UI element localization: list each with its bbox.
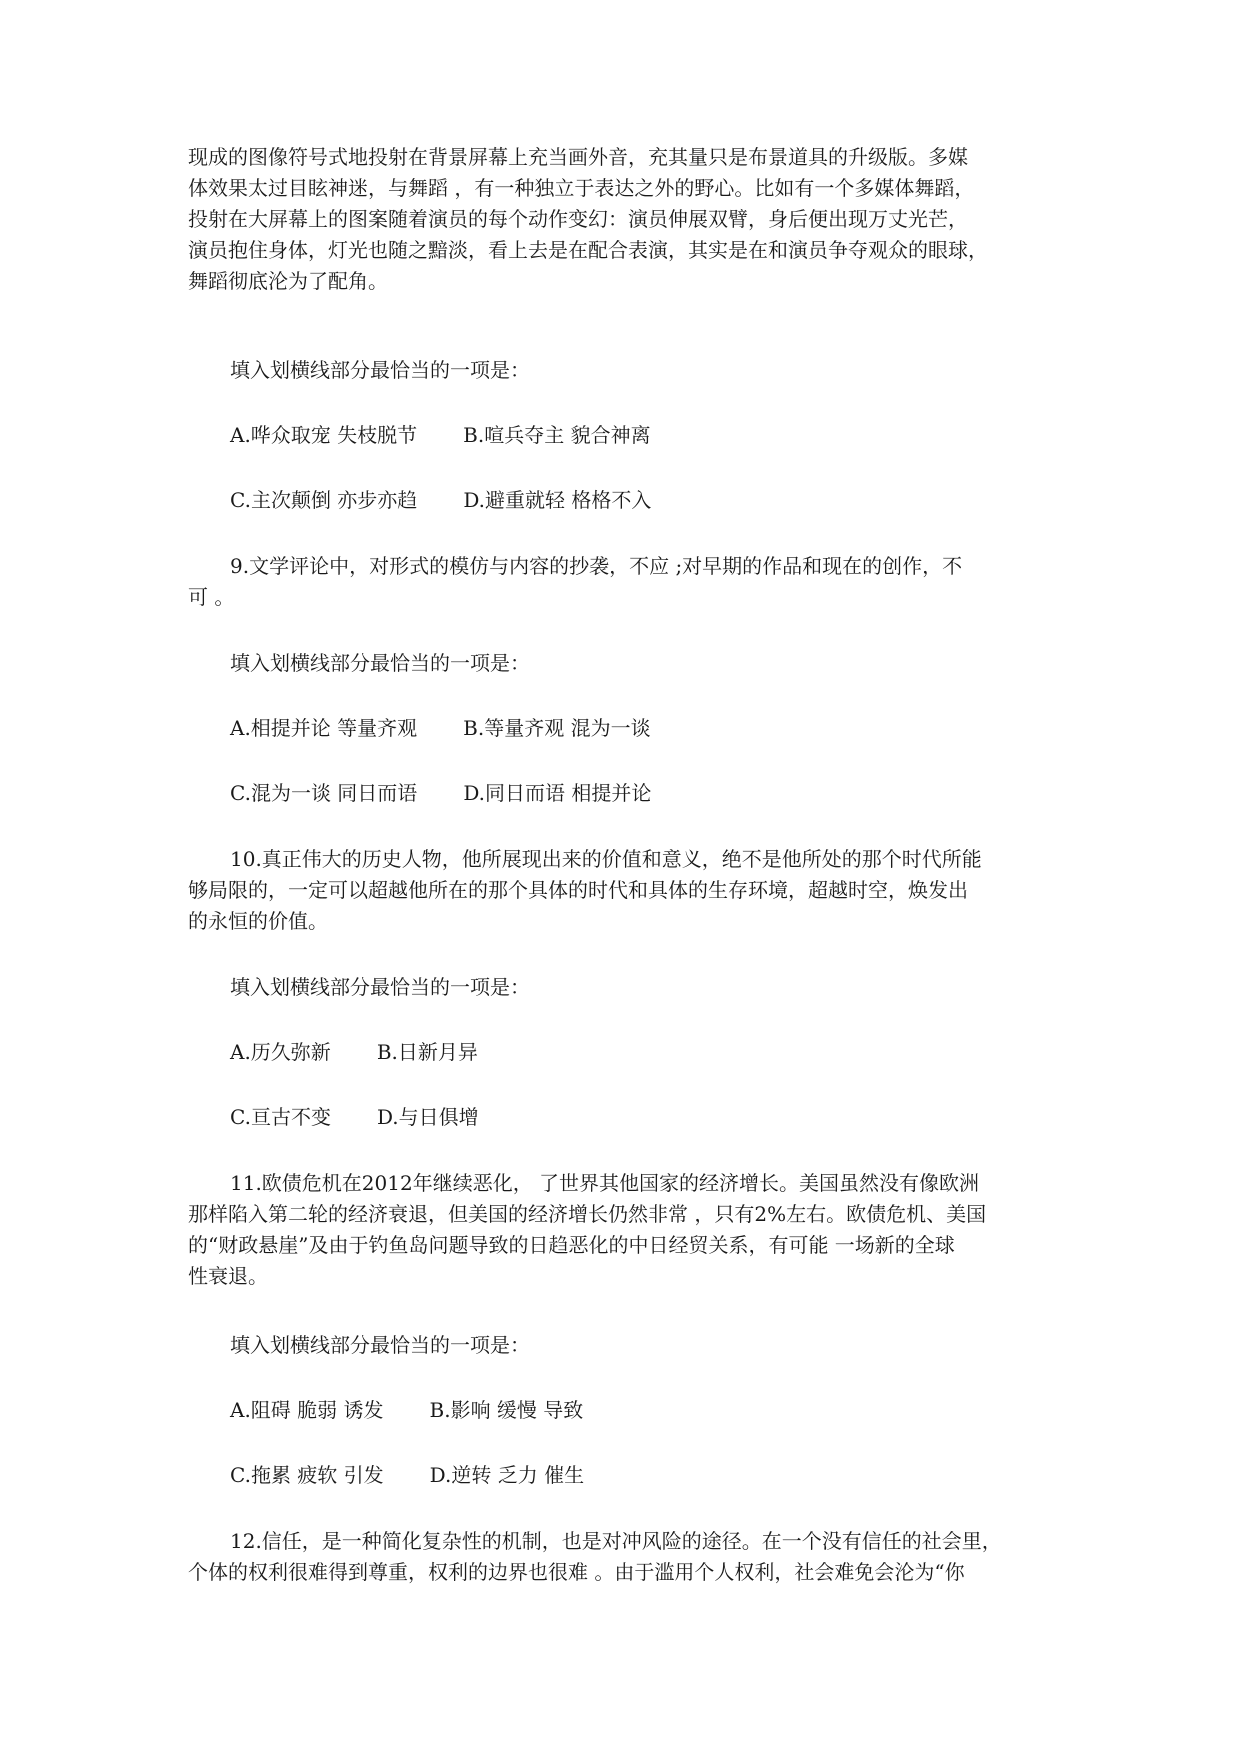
q8-options-row-2 — [230, 485, 651, 516]
q12-question — [188, 1526, 1068, 1588]
q8-option-c: C.主次颠倒 亦步亦趋 — [230, 488, 418, 512]
q10-line: 的永恒的价值。 — [188, 909, 328, 933]
q11-line: 11.欧债危机在2012年继续恶化， 了世界其他国家的经济增长。美国虽然没有像欧洲 — [230, 1171, 980, 1195]
q11-options-row-1 — [230, 1395, 583, 1426]
q9-option-b: B.等量齐观 混为一谈 — [463, 716, 651, 740]
q10-prompt: 填入划横线部分最恰当的一项是： — [230, 975, 530, 999]
q10-option-a: A.历久弥新 — [230, 1040, 331, 1064]
q12-line: 个体的权利很难得到尊重，权利的边界也很难 。由于滥用个人权利，社会难免会沦为“你 — [188, 1560, 965, 1584]
q11-option-c: C.拖累 疲软 引发 — [230, 1463, 384, 1487]
q10-question — [188, 844, 1068, 937]
q11-prompt: 填入划横线部分最恰当的一项是： — [230, 1333, 530, 1357]
intro-line: 演员抱住身体，灯光也随之黯淡，看上去是在配合表演，其实是在和演员争夺观众的眼球， — [188, 238, 988, 262]
q11-option-a: A.阻碍 脆弱 诱发 — [230, 1398, 384, 1422]
q9-option-a: A.相提并论 等量齐观 — [230, 716, 418, 740]
q11-line: 性衰退。 — [188, 1264, 268, 1288]
q8-prompt: 填入划横线部分最恰当的一项是： — [230, 358, 530, 382]
q8-option-a: A.哗众取宠 失枝脱节 — [230, 423, 418, 447]
q10-option-d: D.与日俱增 — [376, 1105, 479, 1129]
q10-option-c: C.亘古不变 — [230, 1105, 331, 1129]
intro-line: 舞蹈彻底沦为了配角。 — [188, 269, 388, 293]
q10-option-b: B.日新月异 — [376, 1040, 478, 1064]
q10-line: 10.真正伟大的历史人物，他所展现出来的价值和意义，绝不是他所处的那个时代所能 — [230, 847, 982, 871]
q10-options-row-2 — [230, 1102, 479, 1133]
q9-options-row-2 — [230, 778, 651, 809]
q9-line: 9.文学评论中，对形式的模仿与内容的抄袭，不应 ;对早期的作品和现在的创作，不 — [230, 554, 963, 578]
intro-line: 体效果太过目眩神迷，与舞蹈 ，有一种独立于表达之外的野心。比如有一个多媒体舞蹈， — [188, 176, 975, 200]
intro-paragraph — [188, 142, 1068, 297]
q9-prompt: 填入划横线部分最恰当的一项是： — [230, 651, 530, 675]
intro-line: 投射在大屏幕上的图案随着演员的每个动作变幻：演员伸展双臂，身后便出现万丈光芒， — [188, 207, 968, 231]
intro-line: 现成的图像符号式地投射在背景屏幕上充当画外音，充其量只是布景道具的升级版。多媒 — [188, 145, 968, 169]
q11-options-row-2 — [230, 1460, 584, 1491]
q8-option-b: B.喧兵夺主 貌合神离 — [463, 423, 651, 447]
q11-line: 那样陷入第二轮的经济衰退，但美国的经济增长仍然非常 ，只有2%左右。欧债危机、美国 — [188, 1202, 987, 1226]
q12-line: 12.信任，是一种简化复杂性的机制，也是对冲风险的途径。在一个没有信任的社会里， — [230, 1529, 1002, 1553]
q9-question — [188, 551, 1068, 613]
q11-option-d: D.逆转 乏力 催生 — [429, 1463, 585, 1487]
q9-option-d: D.同日而语 相提并论 — [463, 781, 652, 805]
q8-option-d: D.避重就轻 格格不入 — [463, 488, 652, 512]
q11-option-b: B.影响 缓慢 导致 — [429, 1398, 584, 1422]
q8-options-row-1 — [230, 420, 651, 451]
q9-option-c: C.混为一谈 同日而语 — [230, 781, 418, 805]
q11-question — [188, 1168, 1068, 1292]
q10-line: 够局限的，一定可以超越他所在的那个具体的时代和具体的生存环境，超越时空，焕发出 — [188, 878, 968, 902]
q9-line: 可 。 — [188, 585, 235, 609]
q9-options-row-1 — [230, 713, 651, 744]
q10-options-row-1 — [230, 1037, 478, 1068]
q11-line: 的“财政悬崖”及由于钓鱼岛问题导致的日趋恶化的中日经贸关系，有可能 一场新的全球 — [188, 1233, 955, 1257]
